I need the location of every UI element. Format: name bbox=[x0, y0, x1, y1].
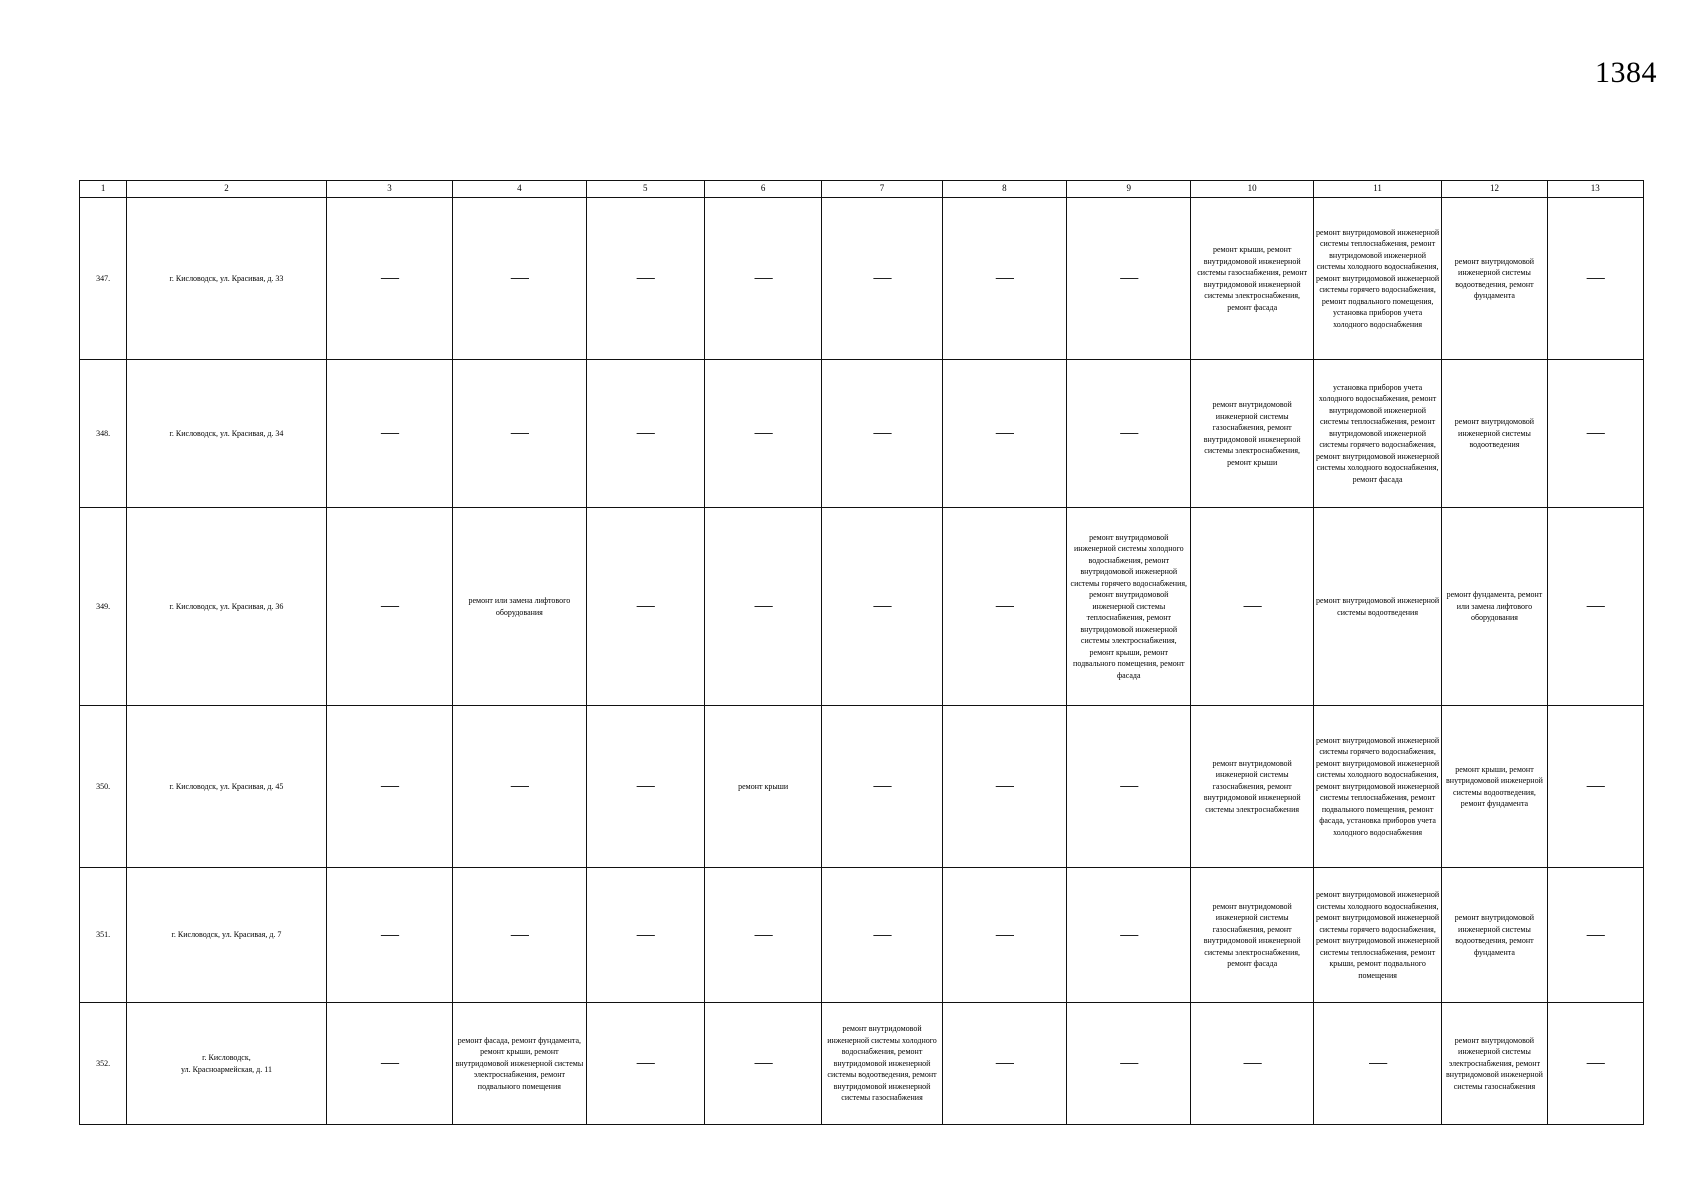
column-header: 1 bbox=[80, 181, 127, 198]
table-cell: — bbox=[942, 198, 1066, 360]
column-header: 7 bbox=[822, 181, 942, 198]
address-cell: г. Кисловодск, ул. Красивая, д. 36 bbox=[127, 508, 327, 706]
column-header: 4 bbox=[453, 181, 586, 198]
table-cell: — bbox=[326, 706, 452, 868]
table-cell: — bbox=[326, 508, 452, 706]
table-cell: ремонт внутридомовой инженерной системы газоснабжения, ремонт внутридомовой инженерной системы электроснабжения, ремонт фасада bbox=[1191, 868, 1313, 1003]
column-header: 11 bbox=[1313, 181, 1441, 198]
table-cell: — bbox=[1313, 1003, 1441, 1125]
table-cell: — bbox=[1067, 1003, 1191, 1125]
table-cell: ремонт внутридомовой инженерной системы электроснабжения, ремонт внутридомовой инженерной системы газоснабжения bbox=[1442, 1003, 1547, 1125]
table-row bbox=[80, 868, 1644, 1003]
table-body bbox=[80, 198, 1644, 1125]
table-cell: ремонт внутридомовой инженерной системы горячего водоснабжения, ремонт внутридомовой инженерной системы холодного водоснабжения, ремонт внутридомовой инженерной системы теплоснабжения, ремонт подвального помещения, ремонт фасада, установка приборов учета холодного водоснабжения bbox=[1313, 706, 1441, 868]
address-cell: г. Кисловодск, ул. Красивая, д. 34 bbox=[127, 360, 327, 508]
table-cell: — bbox=[1067, 198, 1191, 360]
table-cell: ремонт крыши, ремонт внутридомовой инженерной системы водоотведения, ремонт фундамента bbox=[1442, 706, 1547, 868]
table-cell: — bbox=[326, 198, 452, 360]
table-cell: — bbox=[453, 868, 586, 1003]
table-cell: — bbox=[1547, 706, 1643, 868]
table-cell: — bbox=[1547, 868, 1643, 1003]
table-cell: — bbox=[822, 508, 942, 706]
table-cell: — bbox=[942, 706, 1066, 868]
table-cell: — bbox=[1547, 508, 1643, 706]
table-cell: — bbox=[1191, 508, 1313, 706]
table-cell: — bbox=[1547, 198, 1643, 360]
row-number: 350. bbox=[80, 706, 127, 868]
column-header: 12 bbox=[1442, 181, 1547, 198]
table-cell: ремонт внутридомовой инженерной системы водоотведения bbox=[1442, 360, 1547, 508]
table-cell: установка приборов учета холодного водоснабжения, ремонт внутридомовой инженерной системы теплоснабжения, ремонт внутридомовой инженерной системы горячего водоснабжения, ремонт внутридомовой инженерной системы холодного водоснабжения, ремонт фасада bbox=[1313, 360, 1441, 508]
table-cell: — bbox=[453, 706, 586, 868]
table-cell: — bbox=[326, 868, 452, 1003]
table-cell: — bbox=[586, 706, 704, 868]
table-cell: — bbox=[822, 360, 942, 508]
column-header: 2 bbox=[127, 181, 327, 198]
table-cell: ремонт внутридомовой инженерной системы газоснабжения, ремонт внутридомовой инженерной системы электроснабжения, ремонт крыши bbox=[1191, 360, 1313, 508]
row-number: 348. bbox=[80, 360, 127, 508]
table-cell: — bbox=[822, 198, 942, 360]
table-cell: — bbox=[326, 360, 452, 508]
table-cell: — bbox=[1191, 1003, 1313, 1125]
column-header: 5 bbox=[586, 181, 704, 198]
table-cell: — bbox=[586, 508, 704, 706]
table-cell: ремонт внутридомовой инженерной системы холодного водоснабжения, ремонт внутридомовой инженерной системы горячего водоснабжения, ремонт внутридомовой инженерной системы теплоснабжения, ремонт крыши, ремонт подвального помещения bbox=[1313, 868, 1441, 1003]
column-header: 3 bbox=[326, 181, 452, 198]
table-cell: — bbox=[942, 360, 1066, 508]
table-row bbox=[80, 706, 1644, 868]
address-line: г. Кисловодск, bbox=[202, 1053, 251, 1062]
table-cell: — bbox=[586, 868, 704, 1003]
address-cell: г. Кисловодск, ул. Красивая, д. 45 bbox=[127, 706, 327, 868]
table-cell: ремонт фундамента, ремонт или замена лифтового оборудования bbox=[1442, 508, 1547, 706]
table-cell: — bbox=[1547, 1003, 1643, 1125]
table-row bbox=[80, 360, 1644, 508]
table-cell: — bbox=[326, 1003, 452, 1125]
table-cell: ремонт внутридомовой инженерной системы холодного водоснабжения, ремонт внутридомовой инженерной системы водоотведения, ремонт внутридомовой инженерной системы газоснабжения bbox=[822, 1003, 942, 1125]
table-cell: ремонт фасада, ремонт фундамента, ремонт крыши, ремонт внутридомовой инженерной системы электроснабжения, ремонт подвального помещения bbox=[453, 1003, 586, 1125]
address-cell bbox=[127, 1003, 327, 1125]
table-cell: — bbox=[586, 360, 704, 508]
table-row bbox=[80, 198, 1644, 360]
table-cell: — bbox=[704, 1003, 821, 1125]
table-cell: — bbox=[586, 198, 704, 360]
table-cell: ремонт внутридомовой инженерной системы теплоснабжения, ремонт внутридомовой инженерной системы холодного водоснабжения, ремонт внутридомовой инженерной системы горячего водоснабжения, ремонт подвального помещения, установка приборов учета холодного водоснабжения bbox=[1313, 198, 1441, 360]
table-cell: — bbox=[822, 868, 942, 1003]
table-row bbox=[80, 1003, 1644, 1125]
row-number: 351. bbox=[80, 868, 127, 1003]
table-cell: — bbox=[822, 706, 942, 868]
column-number-row bbox=[80, 181, 1644, 198]
table-cell: ремонт внутридомовой инженерной системы газоснабжения, ремонт внутридомовой инженерной системы электроснабжения bbox=[1191, 706, 1313, 868]
table-cell: — bbox=[586, 1003, 704, 1125]
table-cell: ремонт внутридомовой инженерной системы водоотведения bbox=[1313, 508, 1441, 706]
column-header: 6 bbox=[704, 181, 821, 198]
table-cell: — bbox=[942, 1003, 1066, 1125]
table-cell: — bbox=[942, 508, 1066, 706]
column-header: 8 bbox=[942, 181, 1066, 198]
table-cell: — bbox=[704, 508, 821, 706]
table-cell: — bbox=[1547, 360, 1643, 508]
column-header: 13 bbox=[1547, 181, 1643, 198]
table-cell: — bbox=[704, 360, 821, 508]
address-cell: г. Кисловодск, ул. Красивая, д. 7 bbox=[127, 868, 327, 1003]
table-cell: — bbox=[1067, 706, 1191, 868]
table-cell: ремонт внутридомовой инженерной системы водоотведения, ремонт фундамента bbox=[1442, 198, 1547, 360]
row-number: 347. bbox=[80, 198, 127, 360]
table-cell: — bbox=[1067, 868, 1191, 1003]
table-cell: — bbox=[1067, 360, 1191, 508]
table-cell: — bbox=[704, 868, 821, 1003]
address-cell: г. Кисловодск, ул. Красивая, д. 33 bbox=[127, 198, 327, 360]
table-cell: ремонт внутридомовой инженерной системы водоотведения, ремонт фундамента bbox=[1442, 868, 1547, 1003]
address-line: ул. Красноармейская, д. 11 bbox=[180, 1064, 272, 1074]
table-cell: — bbox=[453, 198, 586, 360]
table-cell: ремонт крыши bbox=[704, 706, 821, 868]
table-cell: ремонт внутридомовой инженерной системы холодного водоснабжения, ремонт внутридомовой инженерной системы горячего водоснабжения, ремонт внутридомовой инженерной системы теплоснабжения, ремонт внутридомовой инженерной системы электроснабжения, ремонт крыши, ремонт подвального помещения, ремонт фасада bbox=[1067, 508, 1191, 706]
column-header: 10 bbox=[1191, 181, 1313, 198]
row-number: 352. bbox=[80, 1003, 127, 1125]
column-header: 9 bbox=[1067, 181, 1191, 198]
table-cell: — bbox=[704, 198, 821, 360]
page-number: 1384 bbox=[1595, 56, 1657, 89]
table-header bbox=[80, 181, 1644, 198]
row-number: 349. bbox=[80, 508, 127, 706]
repair-schedule-table bbox=[79, 180, 1644, 1125]
table-cell: — bbox=[453, 360, 586, 508]
table-row bbox=[80, 508, 1644, 706]
table-cell: ремонт крыши, ремонт внутридомовой инженерной системы газоснабжения, ремонт внутридомовой инженерной системы электроснабжения, ремонт фасада bbox=[1191, 198, 1313, 360]
table-cell: — bbox=[942, 868, 1066, 1003]
table-cell: ремонт или замена лифтового оборудования bbox=[453, 508, 586, 706]
